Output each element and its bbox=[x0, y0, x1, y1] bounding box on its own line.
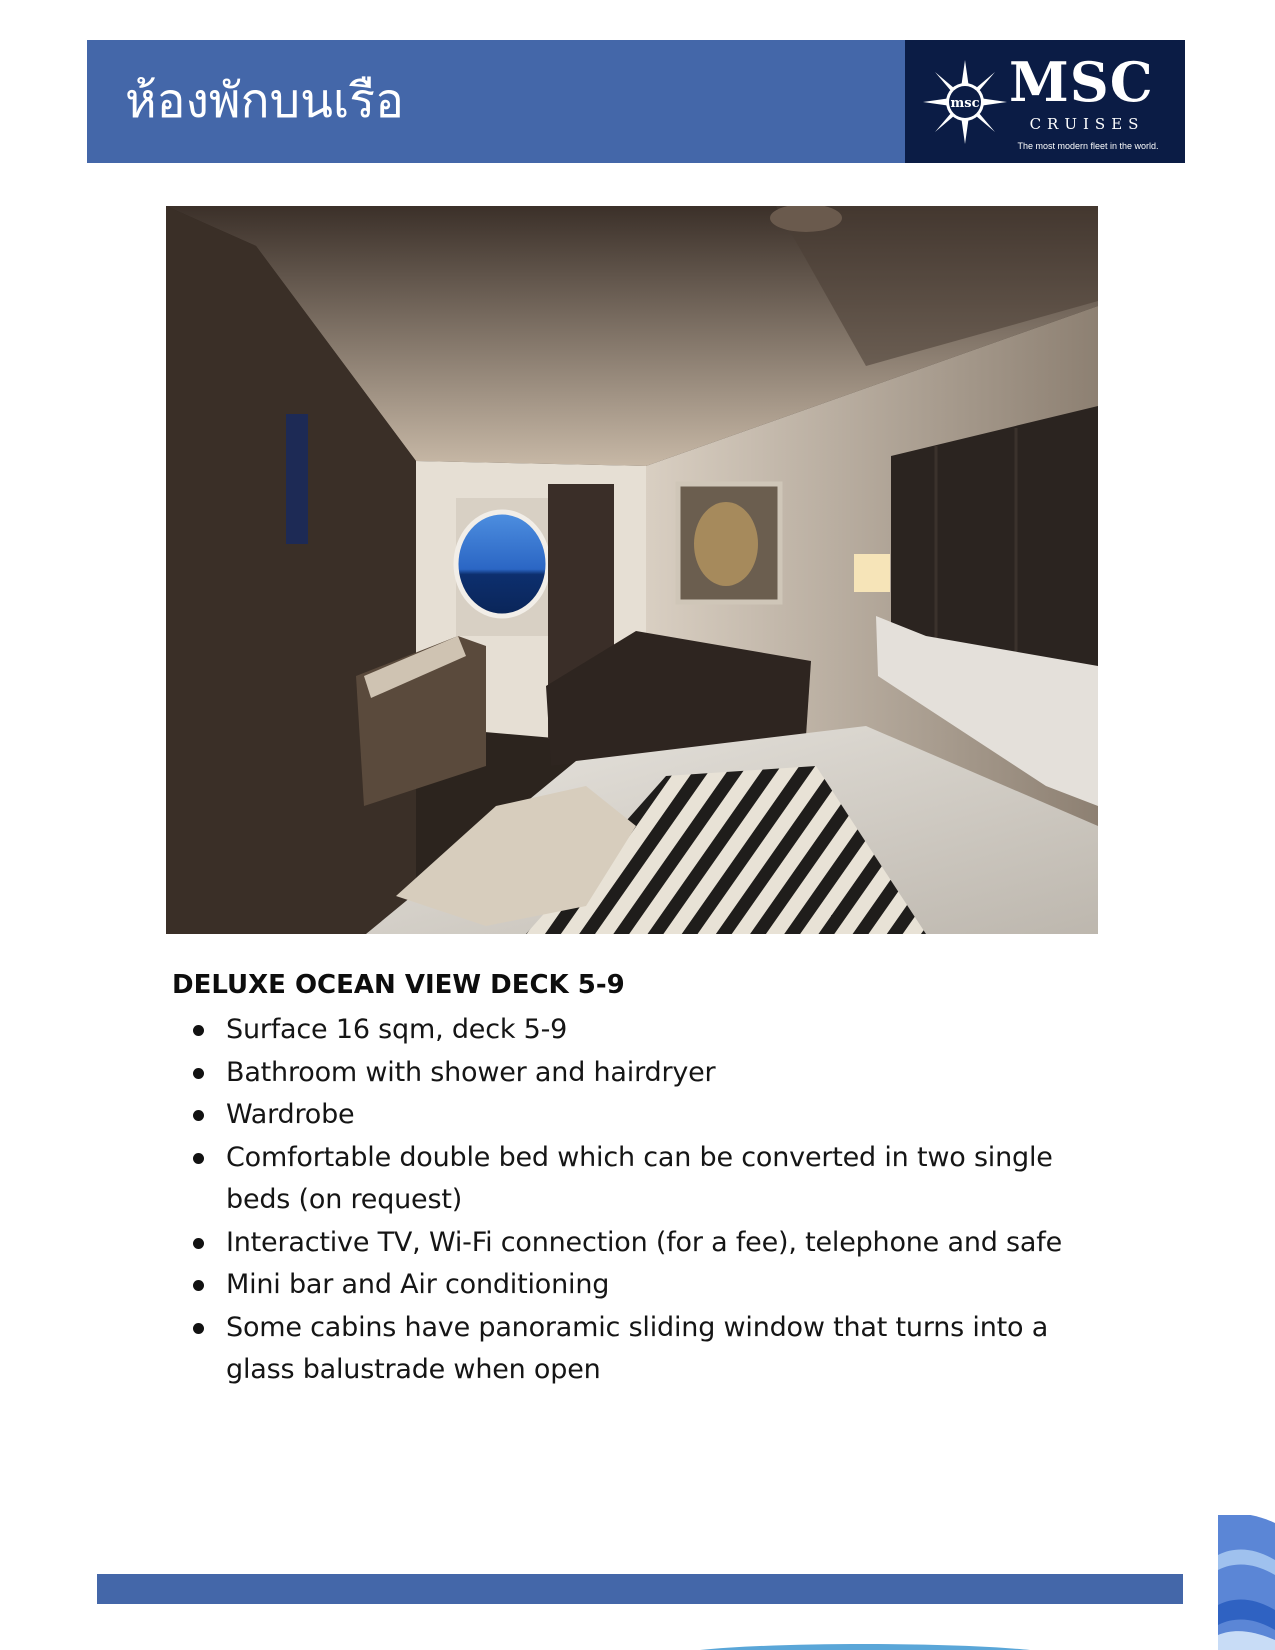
cabin-title: DELUXE OCEAN VIEW DECK 5-9 bbox=[172, 970, 625, 1000]
bullet-icon bbox=[193, 1025, 204, 1036]
bullet-icon bbox=[193, 1068, 204, 1079]
feature-item bbox=[172, 1222, 1092, 1265]
page-title: ห้องพักบนเรือ bbox=[125, 73, 404, 129]
feature-item bbox=[172, 1264, 1092, 1307]
feature-text: Surface 16 sqm, deck 5-9 bbox=[226, 1014, 568, 1045]
feature-text: Bathroom with shower and hairdryer bbox=[226, 1056, 716, 1088]
msc-logo bbox=[905, 40, 1185, 163]
feature-item bbox=[172, 1052, 1092, 1095]
bullet-icon bbox=[193, 1153, 204, 1164]
bullet-icon bbox=[193, 1280, 204, 1291]
wave-decoration-icon bbox=[1218, 1515, 1275, 1650]
bottom-wave-decoration-icon bbox=[700, 1642, 1030, 1650]
compass-rose-icon bbox=[923, 60, 1007, 144]
cabin-details bbox=[172, 965, 1092, 1392]
bullet-icon bbox=[193, 1110, 204, 1121]
feature-item bbox=[172, 1307, 1092, 1392]
bullet-icon bbox=[193, 1238, 204, 1249]
emblem-letters: msc bbox=[950, 96, 980, 111]
feature-list bbox=[172, 1009, 1092, 1392]
brand-tagline: The most modern fleet in the world. bbox=[1017, 141, 1159, 151]
feature-text: Mini bar and Air conditioning bbox=[226, 1269, 610, 1300]
brand-name: MSC bbox=[1009, 50, 1154, 114]
feature-item bbox=[172, 1137, 1092, 1222]
feature-item bbox=[172, 1009, 1092, 1052]
feature-item bbox=[172, 1094, 1092, 1137]
feature-text: Some cabins have panoramic sliding window that turns into a glass balustrade when open bbox=[226, 1311, 1049, 1385]
header-bar bbox=[87, 40, 1185, 163]
footer-bar bbox=[97, 1574, 1183, 1604]
cabin-photo bbox=[166, 206, 1098, 934]
feature-text: Wardrobe bbox=[226, 1099, 355, 1130]
brand-sub: CRUISES bbox=[1029, 115, 1145, 133]
feature-text: Interactive TV, Wi-Fi connection (for a fee), telephone and safe bbox=[226, 1226, 1062, 1258]
bullet-icon bbox=[193, 1323, 204, 1334]
cabin-illustration bbox=[166, 206, 1098, 934]
feature-text: Comfortable double bed which can be converted in two single beds (on request) bbox=[226, 1141, 1053, 1215]
